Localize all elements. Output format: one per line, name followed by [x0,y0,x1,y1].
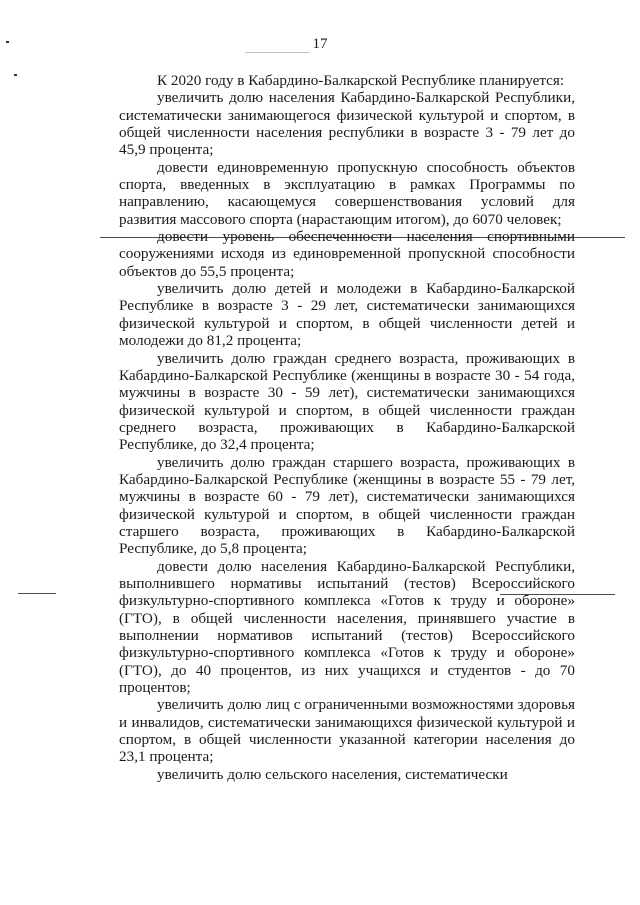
paragraph-item: довести уровень обеспеченности населения спортивными сооружениями исходя из единовременной пропускной способности объектов до 55,5 процента; [119,228,575,280]
paragraph-item: довести единовременную пропускную способность объектов спорта, введенных в эксплуатацию в рамках Программы по направлению, касающемуся совершенствования условий для развития массового спорта (нарастающим итогом), до 6070 человек; [119,158,575,228]
paragraph-item: увеличить долю лиц с ограниченными возможностями здоровья и инвалидов, систематически занимающихся физической культурой и спортом, в общей численности указанной категории населения до 23,1 процента; [119,696,575,766]
paragraph-item: увеличить долю граждан старшего возраста, проживающих в Кабардино-Балкарской Республике (женщины в возрасте 55 - 79 лет, мужчины в возрасте 60 - 79 лет), систематически занимающихся физической культурой и спортом, в общей численности граждан старшего возраста, проживающих в Кабардино-Балкарской Республике, до 5,8 процента; [119,453,575,558]
paragraph-item: увеличить долю детей и молодежи в Кабардино-Балкарской Республике в возрасте 3 - 29 лет, систематически занимающихся физической культурой и спортом, в общей численности детей и молодежи до 81,2 процента; [119,280,575,350]
scan-artifact-dot [6,41,9,43]
scan-artifact-dot [14,74,17,76]
paragraph-item: довести долю населения Кабардино-Балкарской Республики, выполнившего нормативы испытаний (тестов) Всероссийского физкультурно-спортивного комплекса «Готов к труду и обороне» (ГТО), в общей численности населения, принявшего участие в выполнении нормативов испытаний (тестов) Всероссийского физкультурно-спортивного комплекса «Готов к труду и обороне» (ГТО), до 40 процентов, из них учащихся и студентов - до 70 процентов; [119,557,575,697]
paragraph-item: увеличить долю населения Кабардино-Балкарской Республики, систематически занимающегося физической культурой и спортом, в общей численности населения республики в возрасте 3 - 79 лет до 45,9 процента; [119,89,575,159]
paragraph-item: увеличить долю граждан среднего возраста, проживающих в Кабардино-Балкарской Республике (женщины в возрасте 30 - 54 года, мужчины в возрасте 30 - 59 лет), систематически занимающихся физической культурой и спортом, в общей численности граждан среднего возраста, проживающих в Кабардино-Балкарской Республике, до 32,4 процента; [119,349,575,454]
scan-artifact-line [245,52,310,53]
paragraph-intro: К 2020 году в Кабардино-Балкарской Республике планируется: [157,72,565,89]
paragraph-item: увеличить долю сельского населения, систематически [157,765,508,783]
page-number: 17 [312,36,328,52]
scan-artifact-line [18,593,56,594]
document-body [119,72,575,783]
